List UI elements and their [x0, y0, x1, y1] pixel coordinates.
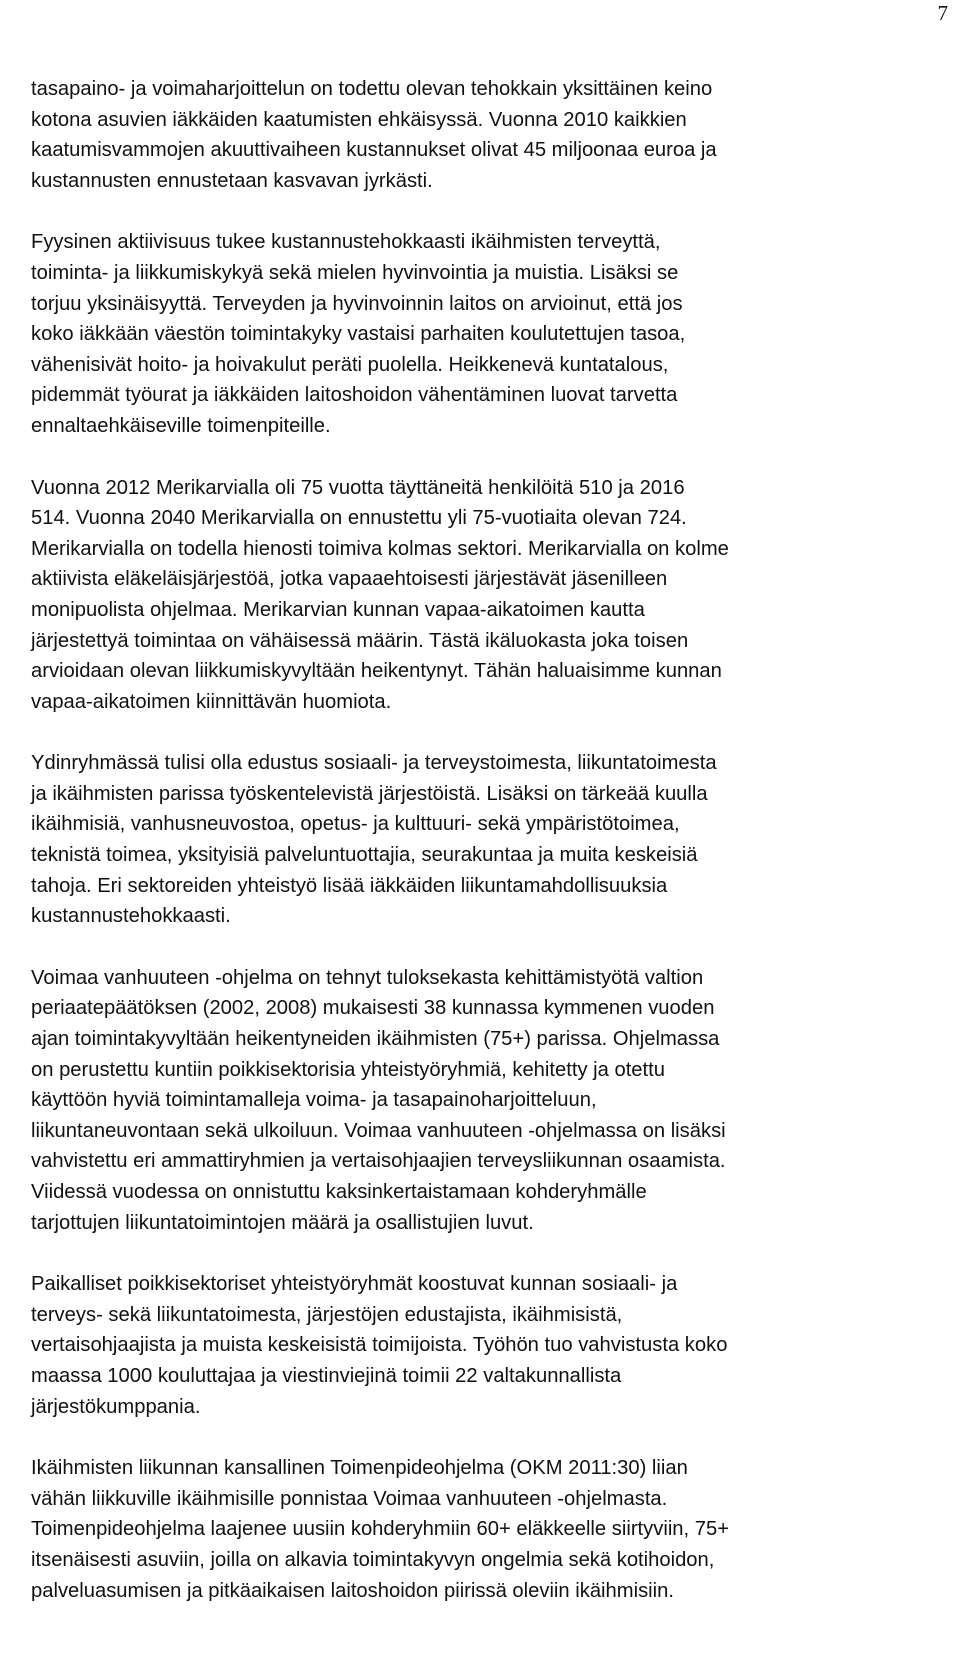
text-line: Fyysinen aktiivisuus tukee kustannustehokkaasti ikäihmisten terveyttä,: [31, 231, 661, 254]
text-line: vahvistettu eri ammattiryhmien ja vertaisohjaajien terveysliikunnan osaamista.: [31, 1150, 726, 1173]
text-line: järjestettyä toimintaa on vähäisessä määrin. Tästä ikäluokasta joka toisen: [31, 629, 689, 652]
text-line: koko iäkkään väestön toimintakyky vastaisi parhaiten koulutettujen tasoa,: [31, 323, 686, 346]
text-line: vähän liikkuville ikäihmisille ponnistaa Voimaa vanhuuteen -ohjelmasta.: [31, 1487, 668, 1510]
text-line: kotona asuvien iäkkäiden kaatumisten ehkäisyssä. Vuonna 2010 kaikkien: [31, 108, 687, 131]
text-line: Toimenpideohjelma laajenee uusiin kohderyhmiin 60+ eläkkeelle siirtyviin, 75+: [31, 1518, 729, 1541]
text-line: on perustettu kuntiin poikkisektorisia yhteistyöryhmiä, kehitetty ja otettu: [31, 1058, 665, 1081]
text-line: kaatumisvammojen akuuttivaiheen kustannukset olivat 45 miljoonaa euroa ja: [31, 139, 717, 162]
text-line: terveys- sekä liikuntatoimesta, järjestöjen edustajista, ikäihmisistä,: [31, 1303, 623, 1326]
text-line: torjuu yksinäisyyttä. Terveyden ja hyvinvoinnin laitos on arvioinut, että jos: [31, 292, 683, 315]
page-number: 7: [937, 1, 948, 25]
text-line: Viidessä vuodessa on onnistuttu kaksinkertaistamaan kohderyhmälle: [31, 1181, 647, 1203]
paragraph-merikarvia: [31, 473, 951, 718]
text-line: maassa 1000 kouluttajaa ja viestinviejinä toimii 22 valtakunnallista: [31, 1364, 622, 1387]
text-line: Ydinryhmässä tulisi olla edustus sosiaali- ja terveystoimesta, liikuntatoimesta: [31, 752, 717, 775]
document-body: [31, 74, 951, 1637]
text-line: Voimaa vanhuuteen -ohjelma on tehnyt tuloksekasta kehittämistyötä valtion: [31, 966, 704, 989]
text-line: kustannustehokkaasti.: [31, 905, 231, 928]
paragraph-fall-prevention: [31, 74, 951, 196]
text-line: aktiivista eläkeläisjärjestöä, jotka vapaaehtoisesti järjestävät jäsenilleen: [31, 568, 668, 591]
text-line: tarjottujen liikuntatoimintojen määrä ja osallistujien luvut.: [31, 1211, 534, 1234]
text-line: vähenisivät hoito- ja hoivakulut peräti puolella. Heikkenevä kuntatalous,: [31, 353, 669, 376]
text-line: tasapaino- ja voimaharjoittelun on todettu olevan tehokkain yksittäinen keino: [31, 78, 713, 100]
text-line: ikäihmisiä, vanhusneuvostoa, opetus- ja kulttuuri- sekä ympäristötoimea,: [31, 813, 680, 836]
text-line: periaatepäätöksen (2002, 2008) mukaisesti 38 kunnassa kymmenen vuoden: [31, 997, 715, 1020]
text-line: kustannusten ennustetaan kasvavan jyrkästi.: [31, 169, 433, 192]
text-line: 514. Vuonna 2040 Merikarvialla on ennustettu yli 75-vuotiaita olevan 724.: [31, 507, 687, 530]
text-line: Paikalliset poikkisektoriset yhteistyöryhmät koostuvat kunnan sosiaali- ja: [31, 1273, 678, 1296]
text-line: pidemmät työurat ja iäkkäiden laitoshoidon vähentäminen luovat tarvetta: [31, 384, 678, 407]
text-line: ajan toimintakyvyltään heikentyneiden ikäihmisten (75+) parissa. Ohjelmassa: [31, 1028, 720, 1051]
text-line: teknistä toimea, yksityisiä palveluntuottajia, seurakuntaa ja muita keskeisiä: [31, 844, 698, 867]
text-line: toiminta- ja liikkumiskykyä sekä mielen hyvinvointia ja muistia. Lisäksi se: [31, 261, 679, 284]
paragraph-voimaa-vanhuuteen: [31, 963, 951, 1238]
text-line: liikuntaneuvontaan sekä ulkoiluun. Voimaa vanhuuteen -ohjelmassa on lisäksi: [31, 1119, 726, 1142]
paragraph-local-groups: [31, 1269, 951, 1422]
text-line: vapaa-aikatoimen kiinnittävän huomiota.: [31, 690, 392, 713]
text-line: ja ikäihmisten parissa työskentelevistä järjestöistä. Lisäksi on tärkeää kuulla: [31, 782, 708, 805]
text-line: Ikäihmisten liikunnan kansallinen Toimenpideohjelma (OKM 2011:30) liian: [31, 1457, 688, 1480]
text-line: arvioidaan olevan liikkumiskyvyltään heikentynyt. Tähän haluaisimme kunnan: [31, 660, 722, 683]
text-line: itsenäisesti asuviin, joilla on alkavia toimintakyvyn ongelmia sekä kotihoidon,: [31, 1548, 715, 1571]
text-line: järjestökumppania.: [31, 1395, 201, 1418]
paragraph-core-group: [31, 748, 951, 932]
text-line: monipuolista ohjelmaa. Merikarvian kunnan vapaa-aikatoimen kautta: [31, 598, 645, 621]
text-line: Merikarvialla on todella hienosti toimiva kolmas sektori. Merikarvialla on kolme: [31, 537, 729, 560]
text-line: vertaisohjaajista ja muista keskeisistä toimijoista. Työhön tuo vahvistusta koko: [31, 1334, 728, 1357]
paragraph-national-program: [31, 1453, 951, 1606]
text-line: ennaltaehkäiseville toimenpiteille.: [31, 414, 331, 437]
text-line: tahoja. Eri sektoreiden yhteistyö lisää iäkkäiden liikuntamahdollisuuksia: [31, 874, 668, 897]
text-line: käyttöön hyviä toimintamalleja voima- ja tasapainoharjoitteluun,: [31, 1089, 597, 1112]
paragraph-physical-activity: [31, 227, 951, 441]
text-line: Vuonna 2012 Merikarvialla oli 75 vuotta täyttäneitä henkilöitä 510 ja 2016: [31, 476, 685, 499]
text-line: palveluasumisen ja pitkäaikaisen laitoshoidon piirissä oleviin ikäihmisiin.: [31, 1579, 674, 1602]
